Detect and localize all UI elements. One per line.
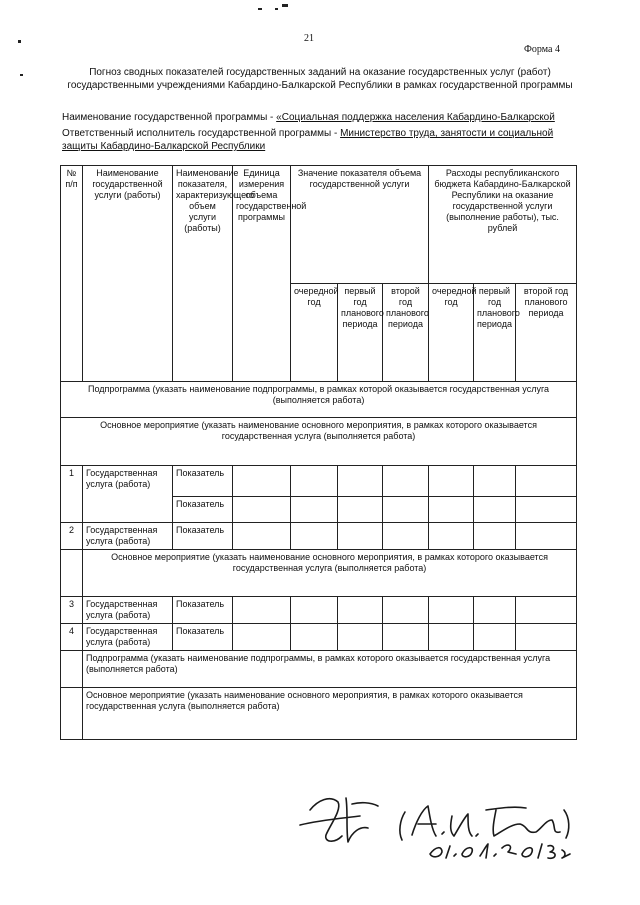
table-row [61,523,577,550]
header-expenses-group: Расходы республиканского бюджета Кабардино-Балкарской Республики на оказание государственной услуги (выполнение работы), тыс. рублей [429,166,577,284]
service-cell: Государственная услуга (работа) [83,624,173,651]
indicator-cell: Показатель [173,497,233,523]
scan-mark [18,40,21,43]
header-num: № п/п [61,166,83,382]
indicators-table [60,165,577,740]
program-line [62,112,582,123]
executor-line [62,127,582,153]
header-indicator: Наименование показателя, характеризующего объем услуги (работы) [173,166,233,382]
activity-text: Основное мероприятие (указать наименование основного мероприятия, в рамках которого оказывается государственная услуга (выполняется работа) [61,418,577,466]
document-title: Погноз сводных показателей государственных заданий на оказание государственных услуг (работ) государственными учреждениями Кабардино-Балкарской Республики в рамках государственной программы [67,67,573,91]
scan-mark [282,4,288,7]
header-exp3: второй год планового периода [516,284,577,382]
header-unit: Единица измерения объема государственной программы [233,166,291,382]
subprogram-row [61,651,577,688]
activity-text: Основное мероприятие (указать наименование основного мероприятия, в рамках которого оказывается государственная услуга (выполняется работа) [83,550,577,597]
header-service: Наименование государственной услуги (работы) [83,166,173,382]
activity-text: Основное мероприятие (указать наименование основного мероприятия, в рамках которого оказывается государственная услуга (выполняется работа) [83,688,577,740]
scan-mark [20,74,23,76]
table-row [61,466,577,497]
row-number: 3 [61,597,83,624]
service-cell: Государственная услуга (работа) [83,597,173,624]
header-year2: первый год планового периода [338,284,383,382]
activity-row [61,550,577,597]
activity-row [61,418,577,466]
form-label: Форма 4 [524,44,560,55]
row-number: 2 [61,523,83,550]
indicator-cell: Показатель [173,597,233,624]
indicator-cell: Показатель [173,466,233,497]
handwritten-signature [290,780,580,860]
service-cell: Государственная услуга (работа) [83,466,173,523]
header-exp1: очередной год [429,284,474,382]
header-exp2: первый год планового периода [474,284,516,382]
scan-mark [258,8,262,10]
executor-value: Министерство труда, занятости и социальной защиты Кабардино-Балкарской Республики [62,128,554,152]
table-row [61,624,577,651]
row-number: 4 [61,624,83,651]
indicator-cell: Показатель [173,624,233,651]
header-year1: очередной год [291,284,338,382]
header-year3: второй год планового периода [383,284,429,382]
subprogram-row [61,382,577,418]
header-volume-group: Значение показателя объема государственной услуги [291,166,429,284]
page-number: 21 [304,33,314,44]
header-row [61,166,577,284]
program-value: «Социальная поддержка населения Кабардино-Балкарской [276,112,555,123]
subprogram-text: Подпрограмма (указать наименование подпрограммы, в рамках которой оказывается государственная услуга (выполняется работа) [61,382,577,418]
subprogram-text: Подпрограмма (указать наименование подпрограммы, в рамках которого оказывается государственная услуга (выполняется работа) [83,651,577,688]
activity-row [61,688,577,740]
service-cell: Государственная услуга (работа) [83,523,173,550]
indicator-cell: Показатель [173,523,233,550]
row-number: 1 [61,466,83,523]
program-label: Наименование государственной программы - [62,112,274,123]
executor-label: Ответственный исполнитель государственной программы - [62,128,338,139]
scan-mark [275,8,278,10]
table-row [61,597,577,624]
